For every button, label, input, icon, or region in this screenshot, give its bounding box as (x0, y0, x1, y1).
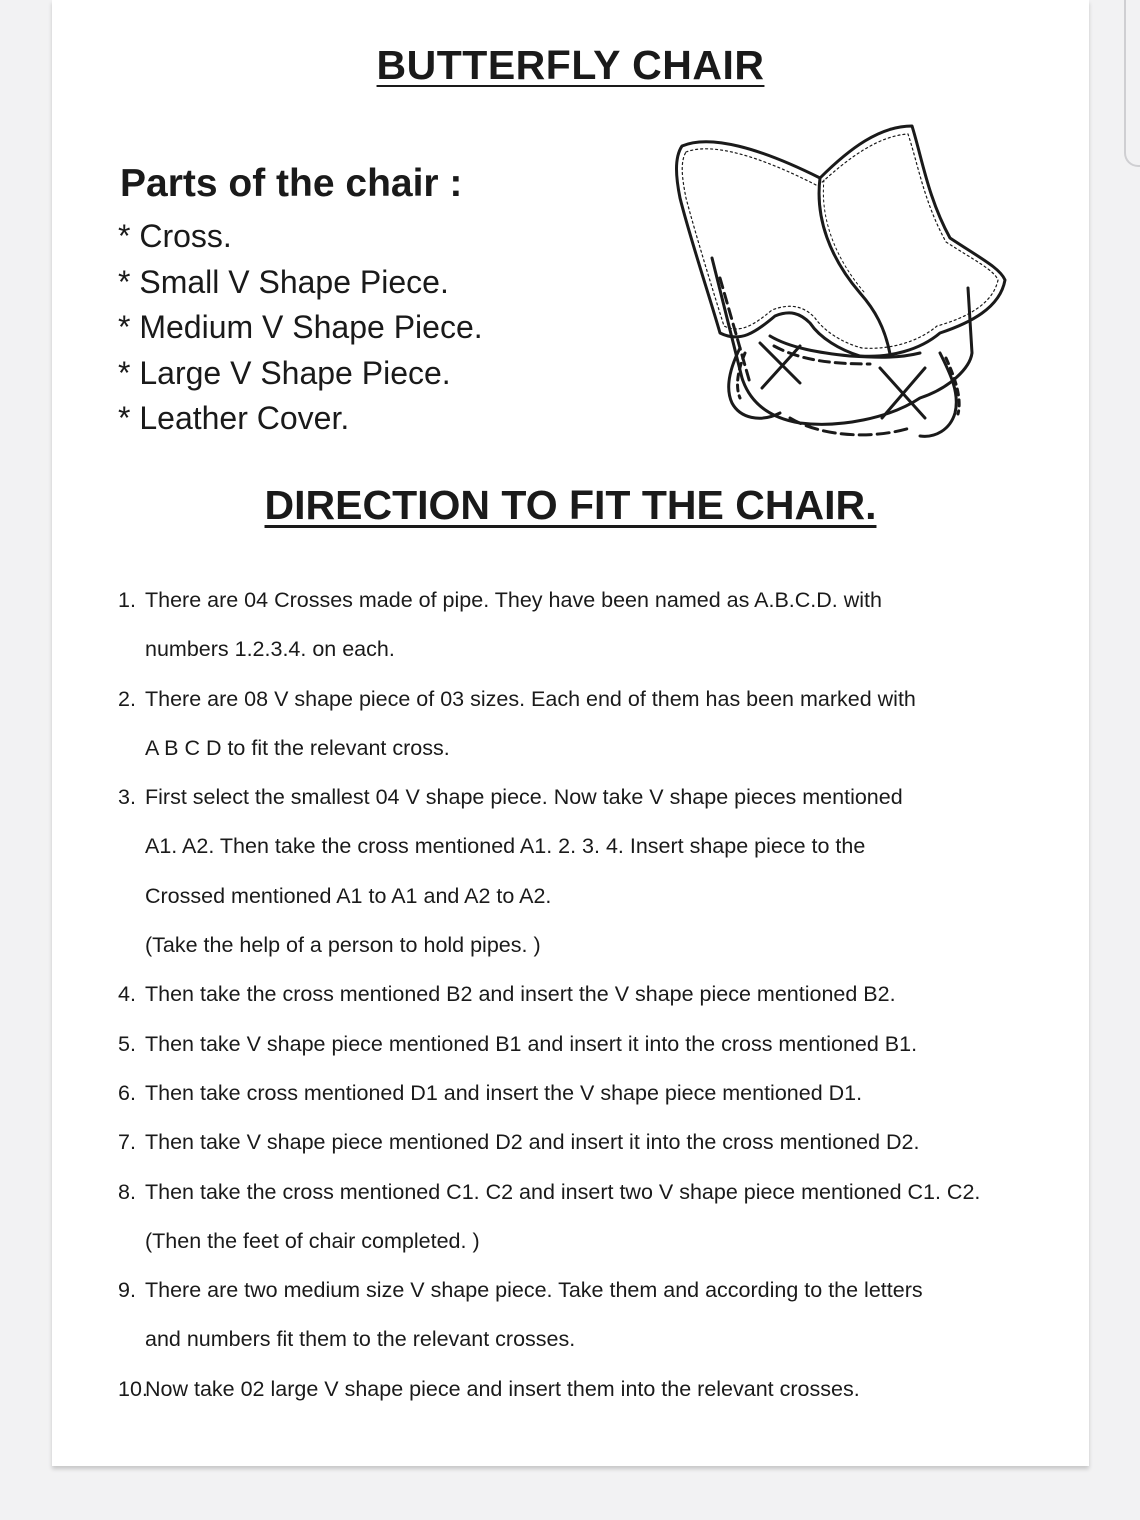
step-text: numbers 1.2.3.4. on each. (145, 637, 395, 662)
parts-heading: Parts of the chair : (120, 162, 463, 205)
step-item (118, 773, 1078, 970)
step-text: and numbers fit them to the relevant crosses. (145, 1327, 576, 1352)
step-text: There are two medium size V shape piece. Take them and according to the letters (145, 1278, 923, 1303)
step-text: Now take 02 large V shape piece and insert them into the relevant crosses. (145, 1376, 860, 1401)
step-number: 3. (118, 785, 136, 810)
document-page (52, 0, 1089, 1466)
step-text: Then take cross mentioned D1 and insert the V shape piece mentioned D1. (145, 1080, 863, 1105)
step-number: 7. (118, 1130, 136, 1155)
part-item: * Medium V Shape Piece. (118, 309, 483, 345)
step-text: (Then the feet of chair completed. ) (145, 1228, 480, 1253)
butterfly-chair-drawing-icon (650, 118, 1020, 458)
step-text: Then take the cross mentioned B2 and insert the V shape piece mentioned B2. (145, 982, 896, 1007)
directions-heading: DIRECTION TO FIT THE CHAIR. (264, 482, 877, 528)
step-text: (Take the help of a person to hold pipes. ) (145, 933, 541, 958)
parts-list (118, 214, 483, 442)
step-number: 10. (118, 1376, 148, 1401)
step-number: 2. (118, 686, 136, 711)
step-number: 5. (118, 1031, 136, 1056)
step-text: Crossed mentioned A1 to A1 and A2 to A2. (145, 883, 552, 908)
step-text: Then take V shape piece mentioned B1 and insert it into the cross mentioned B1. (145, 1031, 918, 1056)
document-title: BUTTERFLY CHAIR (376, 42, 765, 88)
step-item (118, 1069, 1078, 1118)
scrollbar[interactable] (1124, 0, 1140, 167)
step-text: Then take V shape piece mentioned D2 and insert it into the cross mentioned D2. (145, 1130, 920, 1155)
part-item: * Cross. (118, 218, 232, 254)
step-text: First select the smallest 04 V shape piece. Now take V shape pieces mentioned (145, 785, 903, 810)
step-item (118, 1168, 1078, 1267)
step-item (118, 1365, 1078, 1414)
step-text: There are 08 V shape piece of 03 sizes. Each end of them has been marked with (145, 686, 916, 711)
part-item: * Large V Shape Piece. (118, 354, 451, 391)
step-text: There are 04 Crosses made of pipe. They have been named as A.B.C.D. with (145, 588, 882, 612)
step-text: A B C D to fit the relevant cross. (145, 735, 450, 760)
step-item (118, 970, 1078, 1019)
step-text: Then take the cross mentioned C1. C2 and insert two V shape piece mentioned C1. C2. (145, 1179, 981, 1204)
step-item (118, 1118, 1078, 1167)
step-number: 1. (118, 588, 136, 612)
part-item: * Small V Shape Piece. (118, 263, 449, 300)
step-text: A1. A2. Then take the cross mentioned A1. 2. 3. 4. Insert shape piece to the (145, 834, 866, 859)
step-number: 6. (118, 1080, 136, 1105)
step-item (118, 576, 1078, 675)
steps-list (118, 576, 1078, 1414)
step-number: 4. (118, 982, 136, 1007)
part-item: * Leather Cover. (118, 400, 350, 436)
step-item (118, 1266, 1078, 1365)
step-number: 9. (118, 1278, 136, 1303)
step-number: 8. (118, 1179, 136, 1204)
step-item (118, 675, 1078, 774)
step-item (118, 1020, 1078, 1069)
